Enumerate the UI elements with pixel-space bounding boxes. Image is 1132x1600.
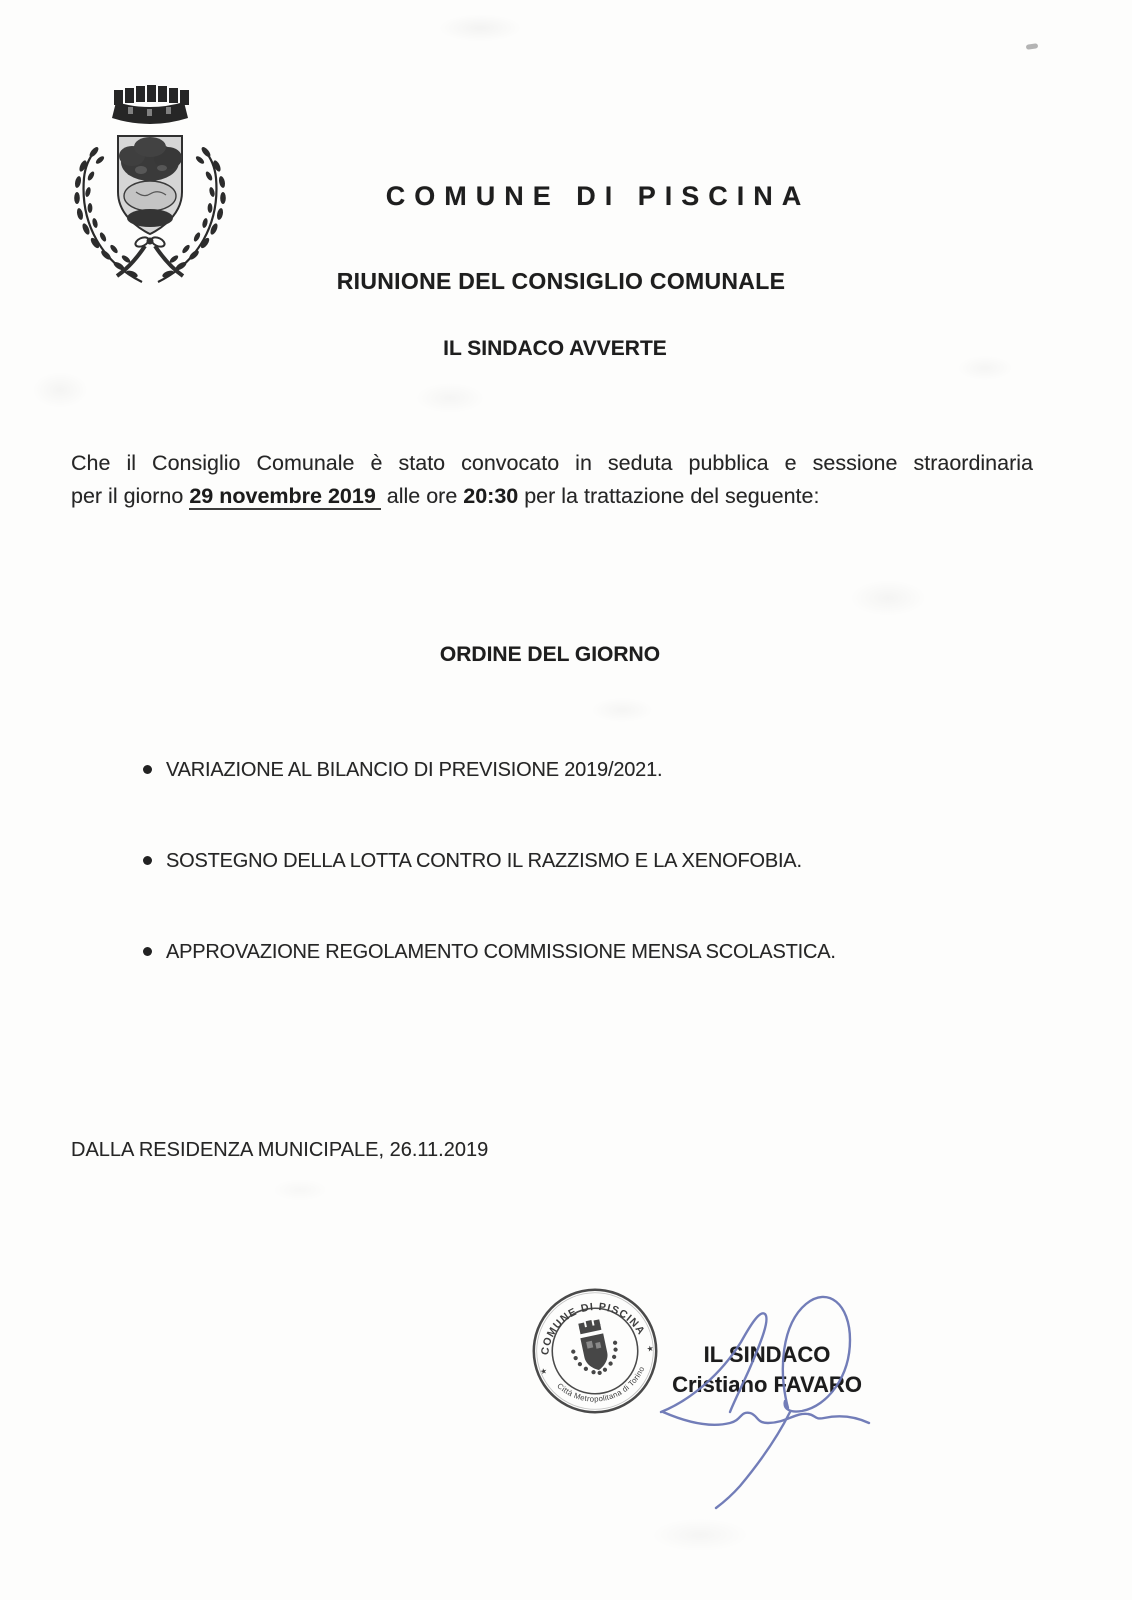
meeting-time: 20:30: [463, 484, 519, 508]
stamp-bottom-text: Città Metropolitana di Torino: [555, 1365, 647, 1404]
ribbon-icon: [117, 235, 183, 276]
stamp-star-right-icon: ★: [645, 1343, 655, 1354]
stamp-coat-of-arms-icon: [566, 1316, 624, 1380]
page-title: COMUNE DI PISCINA: [385, 181, 811, 211]
agenda-item-label: SOSTEGNO DELLA LOTTA CONTRO IL RAZZISMO E LA XENOFOBIA.: [166, 850, 802, 872]
bullet-icon: [143, 947, 152, 956]
signer-name: Cristiano FAVARO: [672, 1372, 862, 1397]
municipal-coat-of-arms-icon: [64, 80, 236, 296]
mural-crown-icon: [112, 85, 189, 124]
agenda-item: [141, 757, 941, 783]
paragraph-line2-post: per la trattazione del seguente:: [518, 484, 820, 508]
stamp-top-text: COMUNE DI PISCINA: [539, 1300, 648, 1356]
shield-icon: [118, 136, 182, 234]
paragraph-line-1: Che il Consiglio Comunale è stato convocato in seduta pubblica e sessione straordinaria: [71, 451, 1033, 475]
signer-role: IL SINDACO: [703, 1342, 831, 1367]
svg-text:Città Metropolitana di Torino: [554, 1363, 651, 1412]
announcement-heading: IL SINDACO AVVERTE: [443, 337, 667, 360]
signature-block: [640, 1340, 894, 1400]
paragraph-line2-pre: per il giorno: [71, 484, 190, 508]
agenda-item-label: VARIAZIONE AL BILANCIO DI PREVISIONE 2019/2021.: [166, 759, 663, 781]
paragraph-line2-mid: alle ore: [380, 484, 464, 508]
convocation-paragraph: [71, 447, 1033, 513]
agenda-item: [141, 939, 941, 965]
paragraph-line-2: [71, 480, 1033, 513]
agenda-list: [141, 757, 941, 1030]
meeting-date: 29 novembre 2019: [189, 484, 380, 510]
meeting-title: RIUNIONE DEL CONSIGLIO COMUNALE: [336, 268, 786, 294]
agenda-item-label: APPROVAZIONE REGOLAMENTO COMMISSIONE MENSA SCOLASTICA.: [166, 941, 836, 963]
stamp-star-left-icon: ★: [539, 1366, 549, 1377]
agenda-item: [141, 848, 941, 874]
dateline: DALLA RESIDENZA MUNICIPALE, 26.11.2019: [71, 1139, 489, 1161]
agenda-heading: ORDINE DEL GIORNO: [439, 643, 661, 666]
scan-artifact-mark: [1026, 43, 1039, 50]
bullet-icon: [143, 765, 152, 774]
bullet-icon: [143, 856, 152, 865]
